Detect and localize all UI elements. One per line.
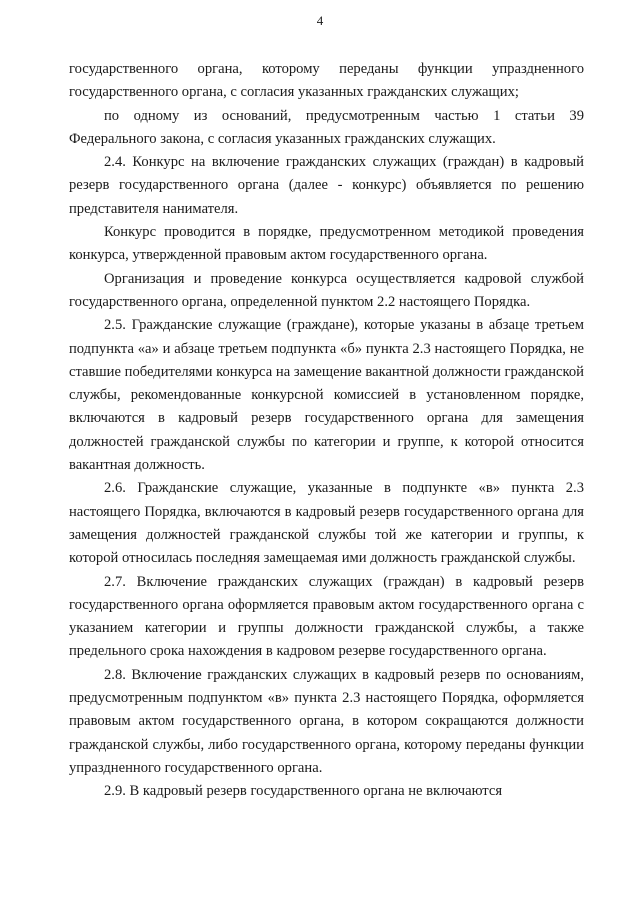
paragraph-2-7: 2.7. Включение гражданских служащих (граждан) в кадровый резерв государственного органа оформляется правовым актом государственного органа с указанием категории и группы должности гражданской службы, а также предельного срока нахождения в кадровом резерве государственного органа. bbox=[69, 573, 584, 660]
paragraph-contest-procedure: Конкурс проводится в порядке, предусмотренном методикой проведения конкурса, утвержденной правовым актом государственного органа. bbox=[69, 224, 584, 264]
paragraph-2-4: 2.4. Конкурс на включение гражданских служащих (граждан) в кадровый резерв государственного органа (далее - конкурс) объявляется по решению представителя нанимателя. bbox=[69, 154, 584, 217]
paragraph-contest-organization: Организация и проведение конкурса осуществляется кадровой службой государственного органа, определенной пунктом 2.2 настоящего Порядка. bbox=[69, 270, 584, 310]
paragraph-2-5: 2.5. Гражданские служащие (граждане), которые указаны в абзаце третьем подпункта «а» и абзаце третьем подпункта «б» пункта 2.3 настоящего Порядка, не ставшие победителями конкурса на замещение вакантной должности гражданской службы, рекомендованные конкурсной комиссией в установленном порядке, включаются в кадровый резерв государственного органа для замещения должностей гражданской службы по категории и группе, к которой относится вакантная должность. bbox=[69, 317, 584, 474]
paragraph-continuation: государственного органа, которому переданы функции упраздненного государственного органа, с согласия указанных гражданских служащих; bbox=[69, 61, 584, 101]
paragraph-grounds: по одному из оснований, предусмотренным частью 1 статьи 39 Федерального закона, с согласия указанных гражданских служащих. bbox=[69, 107, 584, 147]
paragraph-2-8: 2.8. Включение гражданских служащих в кадровый резерв по основаниям, предусмотренным подпунктом «в» пункта 2.3 настоящего Порядка, оформляется правовым актом государственного органа, в котором сокращаются должности гражданской службы, либо государственного органа, которому переданы функции упраздненного государственного органа. bbox=[69, 666, 584, 776]
page-number: 4 bbox=[316, 13, 324, 28]
document-body bbox=[69, 58, 584, 804]
paragraph-2-6: 2.6. Гражданские служащие, указанные в подпункте «в» пункта 2.3 настоящего Порядка, включаются в кадровый резерв государственного органа для замещения должностей гражданской службы той же категории и группы, к которой относилась последняя замещаемая ими должность гражданской службы. bbox=[69, 480, 584, 567]
paragraph-2-9: 2.9. В кадровый резерв государственного органа не включаются bbox=[104, 783, 503, 800]
